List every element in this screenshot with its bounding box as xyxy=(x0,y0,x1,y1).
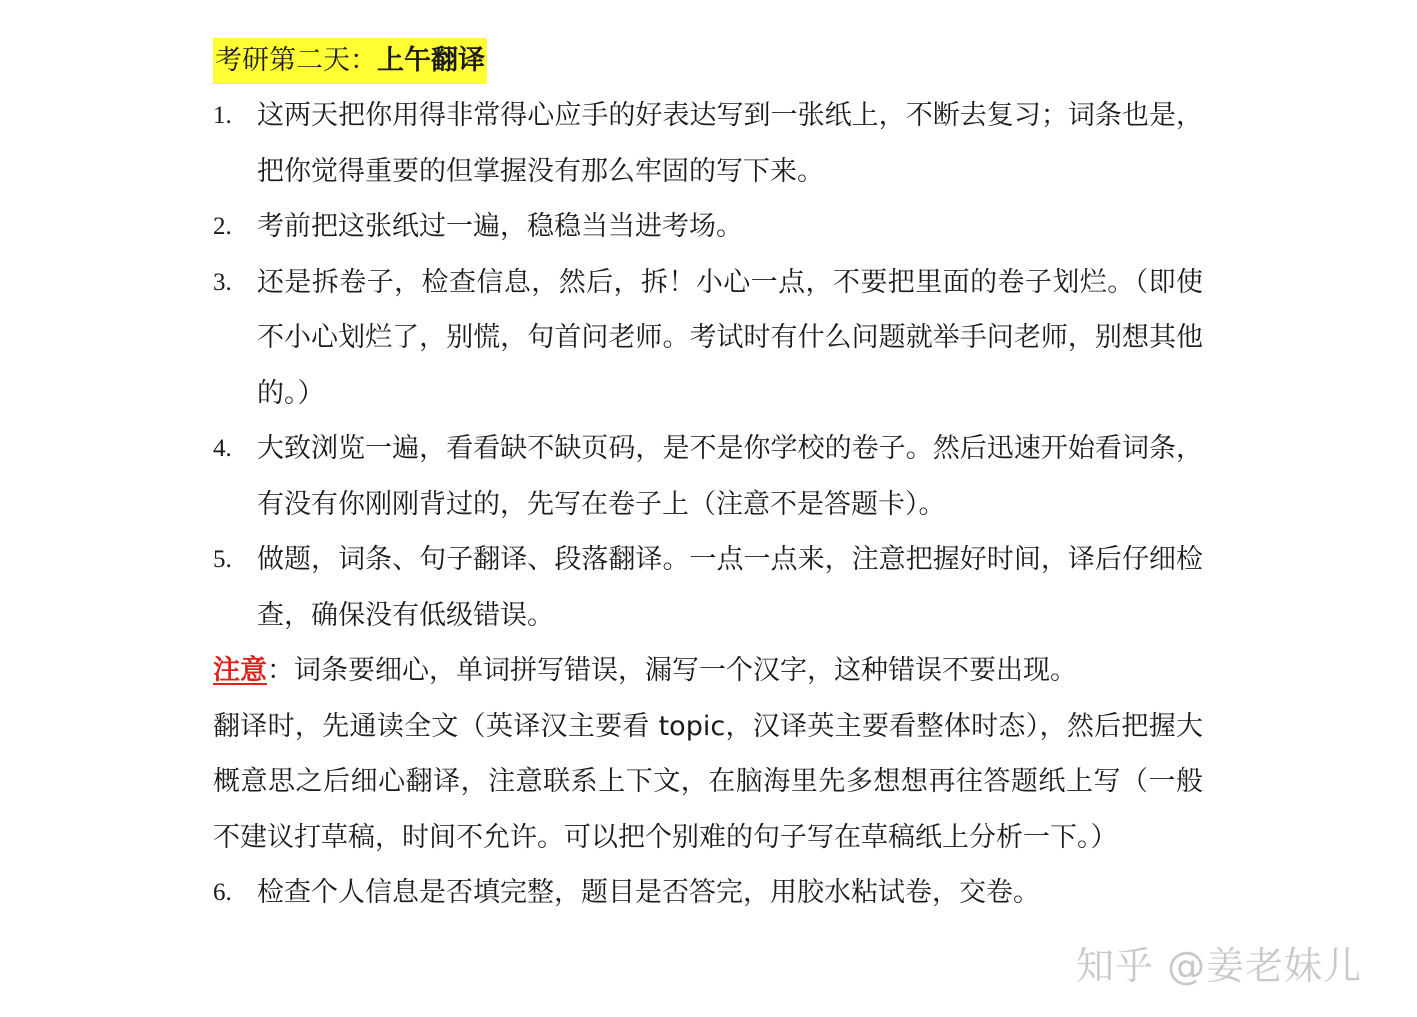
document-body xyxy=(213,34,1203,921)
translation-tip-paragraph: 翻译时，先通读全文（英译汉主要看 topic，汉译英主要看整体时态），然后把握大概意思之后细心翻译，注意联系上下文，在脑海里先多想想再往答题纸上写（一般不建议打草稿，时间不允许。可以把个别难的句子写在草稿纸上分析一下。） xyxy=(213,710,1203,853)
list-item-text: 检查个人信息是否填完整，题目是否答完，用胶水粘试卷，交卷。 xyxy=(257,877,1040,908)
steps-list-a xyxy=(213,88,1203,643)
zhihu-watermark: 知乎 @姜老妹儿 xyxy=(1076,944,1363,988)
list-item xyxy=(213,865,1203,921)
heading-highlight xyxy=(213,38,487,84)
list-item-number: 6. xyxy=(213,879,232,906)
list-item-text: 还是拆卷子，检查信息，然后，拆！小心一点，不要把里面的卷子划烂。（即使不小心划烂了，别慌，句首问老师。考试时有什么问题就举手问老师，别想其他的。） xyxy=(257,266,1203,409)
note-text: ：词条要细心，单词拼写错误，漏写一个汉字，这种错误不要出现。 xyxy=(267,655,1077,686)
list-item-text: 这两天把你用得非常得心应手的好表达写到一张纸上，不断去复习；词条也是，把你觉得重要的但掌握没有那么牢固的写下来。 xyxy=(257,100,1203,187)
list-item-number: 2. xyxy=(213,213,232,240)
list-item-number: 4. xyxy=(213,435,232,462)
heading-prefix: 考研第二天： xyxy=(215,45,377,76)
steps-list-b xyxy=(213,865,1203,921)
list-item xyxy=(213,255,1203,422)
heading-strong: 上午翻译 xyxy=(377,45,485,76)
section-heading xyxy=(213,34,1203,88)
list-item-text: 做题，词条、句子翻译、段落翻译。一点一点来，注意把握好时间，译后仔细检查，确保没有低级错误。 xyxy=(257,544,1203,631)
list-item xyxy=(213,88,1203,199)
note-paragraph xyxy=(213,643,1203,699)
list-item-number: 1. xyxy=(213,102,232,129)
list-item xyxy=(213,199,1203,255)
list-item-text: 考前把这张纸过一遍，稳稳当当进考场。 xyxy=(257,211,743,242)
list-item xyxy=(213,532,1203,643)
list-item-number: 3. xyxy=(213,268,232,296)
list-item xyxy=(213,421,1203,532)
note-label: 注意 xyxy=(213,655,267,686)
list-item-text: 大致浏览一遍，看看缺不缺页码，是不是你学校的卷子。然后迅速开始看词条，有没有你刚刚背过的，先写在卷子上（注意不是答题卡）。 xyxy=(257,433,1203,520)
list-item-number: 5. xyxy=(213,546,232,573)
